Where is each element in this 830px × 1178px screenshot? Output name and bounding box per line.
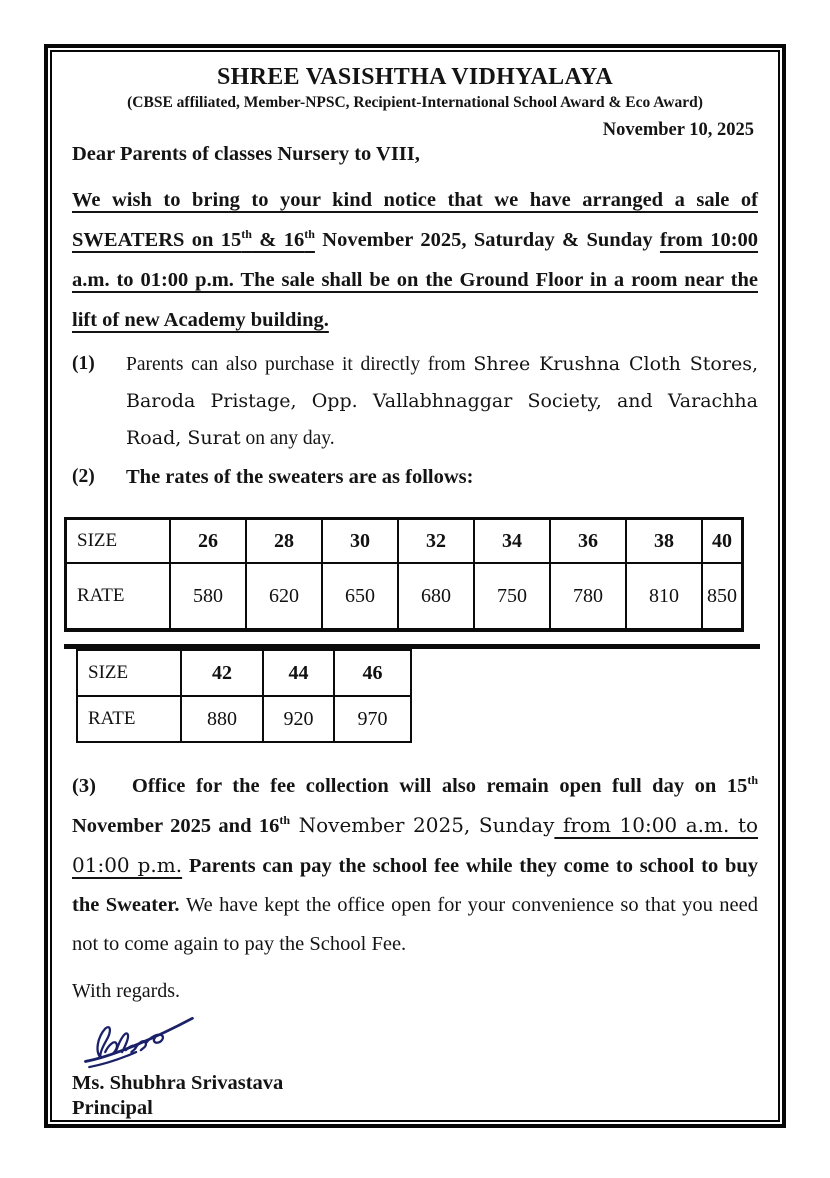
- rate-table-2-rule: [64, 644, 760, 743]
- ordinal-suffix: th: [279, 813, 291, 828]
- notice-date: November 10, 2025: [602, 120, 754, 140]
- size-cell: 26: [170, 519, 246, 564]
- rate-cell: 780: [550, 563, 626, 630]
- size-cell: 42: [181, 650, 263, 696]
- intro-text-2: & 16: [251, 229, 305, 251]
- list-number-3: (3): [72, 775, 96, 797]
- rate-cell: 680: [398, 563, 474, 630]
- size-cell: 28: [246, 519, 322, 564]
- size-label-cell: SIZE: [66, 519, 171, 564]
- intro-underlined-2: from 10:00 a.m. to 01:00 p.m. The sale shall be on the Ground Floor in a room near the lift of new Academy building.: [72, 229, 759, 331]
- rate-label-cell: RATE: [66, 563, 171, 630]
- size-cell: 44: [263, 650, 334, 696]
- item1-tail: on any day.: [240, 428, 335, 449]
- list-item-1: [72, 346, 758, 457]
- ordinal-suffix: th: [747, 773, 758, 788]
- rate-cell: 580: [170, 563, 246, 630]
- notice-page: [50, 50, 780, 1122]
- rate-tables-zone: [72, 517, 758, 743]
- rate-cell: 850: [702, 563, 743, 630]
- signature-image: [78, 1007, 228, 1069]
- size-cell: 38: [626, 519, 702, 564]
- size-row: [77, 650, 411, 696]
- list-number-1: (1): [72, 353, 95, 374]
- list-body-2: The rates of the sweaters are as follows:: [126, 466, 474, 488]
- rate-cell: 880: [181, 696, 263, 742]
- list-item-2: [72, 459, 758, 495]
- school-name-title: SHREE VASISHTHA VIDHYALAYA: [217, 64, 613, 90]
- paragraph-3: [72, 767, 758, 964]
- ordinal-suffix: th: [241, 227, 252, 242]
- salutation: Dear Parents of classes Nursery to VIII,: [72, 143, 420, 165]
- size-cell: 32: [398, 519, 474, 564]
- intro-plain: November 2025, Saturday & Sunday: [314, 229, 660, 251]
- list-number-2: (2): [72, 466, 95, 487]
- size-cell: 36: [550, 519, 626, 564]
- ordinal-suffix: th: [304, 227, 315, 242]
- rate-row: [77, 696, 411, 742]
- rate-cell: 970: [334, 696, 411, 742]
- signature-strokes: [86, 1018, 193, 1067]
- size-cell: 46: [334, 650, 411, 696]
- intro-text-1: We wish to bring to your kind notice that we have arranged a sale of SWEATERS on 15: [72, 189, 758, 251]
- principal-role: Principal: [72, 1097, 153, 1119]
- notice-border-frame: [44, 44, 786, 1128]
- p3-alt-text: November 2025, Sunday: [290, 813, 555, 837]
- p3-bold-2: November 2025 and 16: [72, 815, 280, 837]
- rate-row: [66, 563, 743, 630]
- p3-plain: We have kept the office open for your convenience so that you need not to come again to pay the School Fee.: [72, 894, 758, 955]
- principal-name: Ms. Shubhra Srivastava: [72, 1072, 284, 1094]
- rate-table-2: [76, 649, 412, 743]
- item1-vendor: Shree Krushna Cloth Stores, Baroda Pristage, Opp. Vallabhnaggar Society, and Varachha Road, Surat: [126, 353, 758, 449]
- closing-regards: With regards.: [72, 980, 181, 1002]
- rate-table-1: [64, 517, 744, 632]
- size-label-cell: SIZE: [77, 650, 181, 696]
- size-cell: 34: [474, 519, 550, 564]
- rate-cell: 750: [474, 563, 550, 630]
- size-cell: 30: [322, 519, 398, 564]
- rate-cell: 650: [322, 563, 398, 630]
- signature-block: [78, 1007, 758, 1069]
- list-body-1: [126, 346, 758, 457]
- p3-bold-3: Parents can pay the school fee while they come to school to buy the Sweater.: [72, 855, 759, 916]
- size-cell: 40: [702, 519, 743, 564]
- rate-cell: 620: [246, 563, 322, 630]
- school-affiliation: (CBSE affiliated, Member-NPSC, Recipient-International School Award & Eco Award): [127, 94, 703, 111]
- rate-cell: 810: [626, 563, 702, 630]
- rate-label-cell: RATE: [77, 696, 181, 742]
- p3-bold-1: Office for the fee collection will also remain open full day on 15: [131, 775, 748, 797]
- p3-underlined-time: from 10:00 a.m. to 01:00 p.m.: [72, 813, 759, 877]
- size-row: [66, 519, 743, 564]
- item1-lead: Parents can also purchase it directly from: [126, 354, 474, 375]
- intro-paragraph: [72, 180, 758, 340]
- rate-cell: 920: [263, 696, 334, 742]
